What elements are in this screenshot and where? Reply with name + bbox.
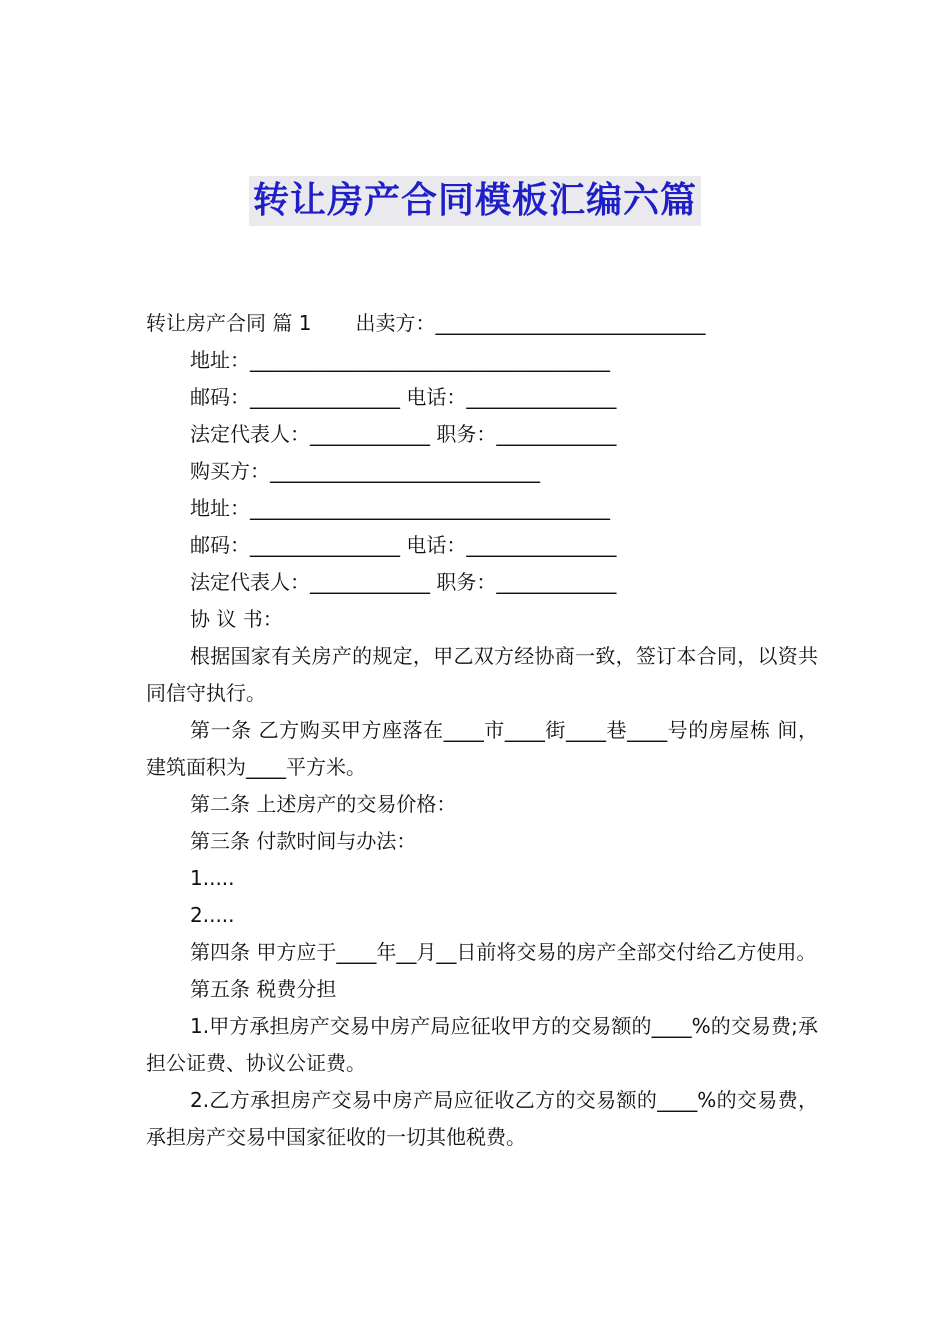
- seller-postcode-phone-field: 邮码：_______________ 电话：_______________: [190, 385, 617, 409]
- paragraph-article-4: 第四条 甲方应于____年__月__日前将交易的房产全部交付给乙方使用。: [190, 940, 817, 964]
- article-3-item-1: 1.....: [190, 866, 235, 890]
- paragraph-article-5-item-2: 2.乙方承担房产交易中房产局应征收乙方的交易额的____%的交易费，承担房产交易中国家征收的一切其他税费。: [146, 1088, 818, 1149]
- contract-number: 转让房产合同 篇 1: [146, 311, 312, 335]
- paragraph-article-1: 第一条 乙方购买甲方座落在____市____街____巷____号的房屋栋 间，建筑面积为____平方米。: [146, 718, 818, 779]
- article-3: 第三条 付款时间与办法：: [190, 829, 417, 853]
- document-title: 转让房产合同模板汇编六篇: [249, 176, 701, 226]
- paragraph-preamble: 根据国家有关房产的规定，甲乙双方经协商一致，签订本合同，以资共同信守执行。: [146, 644, 818, 705]
- buyer-address-field: 地址：____________________________________: [190, 496, 610, 520]
- article-3-item-2: 2.....: [190, 903, 235, 927]
- buyer-postcode-phone-field: 邮码：_______________ 电话：_______________: [190, 533, 617, 557]
- seller-representative-field: 法定代表人：____________ 职务：____________: [190, 422, 617, 446]
- article-2: 第二条 上述房产的交易价格：: [190, 792, 457, 816]
- contract-heading-line: [146, 305, 818, 342]
- article-5: 第五条 税费分担: [190, 977, 337, 1001]
- agreement-heading: 协 议 书：: [190, 607, 283, 631]
- seller-address-field: 地址：____________________________________: [190, 348, 610, 372]
- buyer-representative-field: 法定代表人：____________ 职务：____________: [190, 570, 617, 594]
- buyer-field: 购买方：___________________________: [190, 459, 540, 483]
- seller-field: 出卖方：___________________________: [355, 311, 706, 335]
- document-body: [146, 305, 818, 1156]
- paragraph-article-5-item-1: 1.甲方承担房产交易中房产局应征收甲方的交易额的____%的交易费;承担公证费、协议公证费。: [146, 1014, 818, 1075]
- title-container: [0, 176, 950, 226]
